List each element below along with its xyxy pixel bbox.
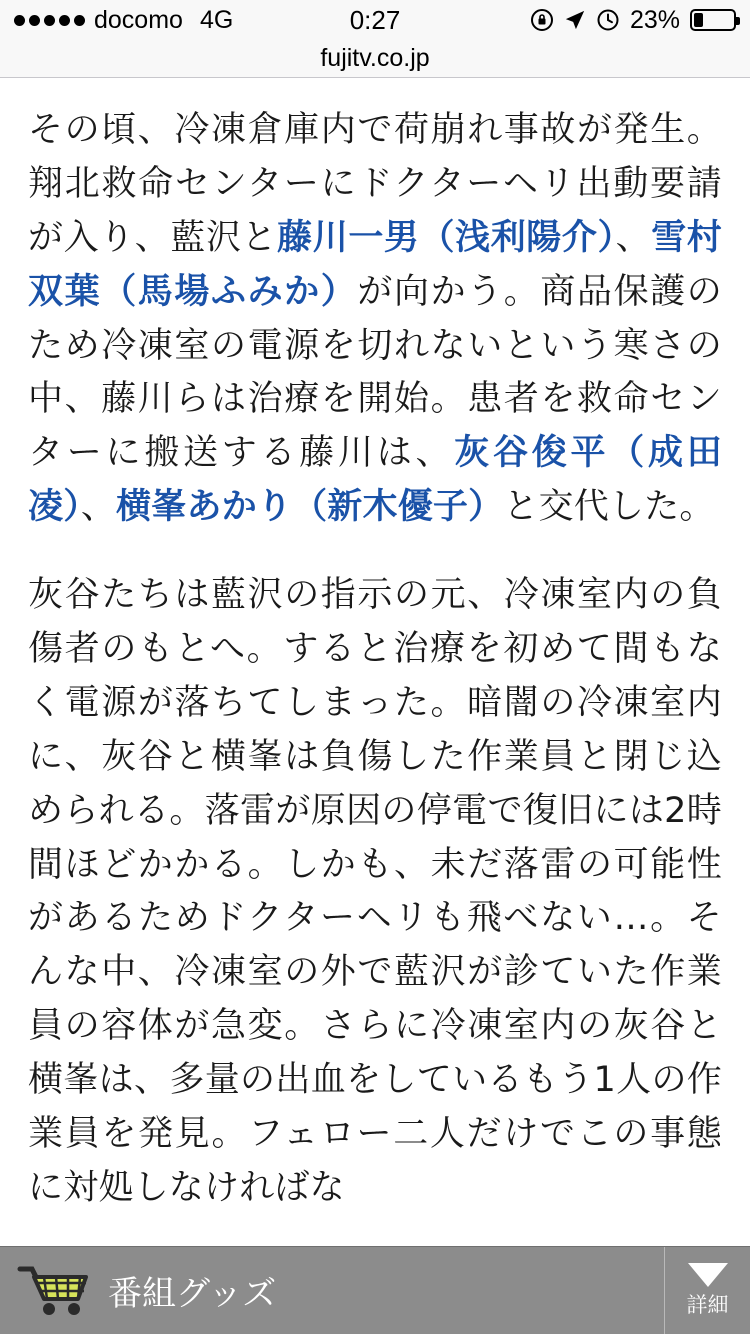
article-content[interactable] bbox=[0, 78, 750, 1334]
browser-url-bar[interactable] bbox=[0, 40, 750, 78]
article-text: と交代した。 bbox=[503, 487, 715, 528]
status-bar-left bbox=[14, 6, 233, 35]
url-label: fujitv.co.jp bbox=[320, 44, 430, 72]
triangle-down-icon bbox=[688, 1263, 728, 1287]
signal-strength-icon bbox=[14, 15, 85, 26]
article-text: 灰谷たちは藍沢の指示の元、冷凍室内の負傷者のもとへ。すると治療を初めて間もなく電源が落ちてしまった。暗闇の冷凍室内に、灰谷と横峯は負傷した作業員と閉じ込められる。落雷が原因の停電で復旧には2時間ほどかかる。しかも、未だ落雷の可能性があるためドクターヘリも飛べない…。そんな中、冷凍室の外で藍沢が診ていた作業員の容体が急変。さらに冷凍室内の灰谷と横峯は、多量の出血をしているもう1人の作業員を発見。フェロー二人だけでこの事態に対処しなければな bbox=[28, 575, 722, 1208]
article-link[interactable]: 藤川一男（浅利陽介） bbox=[277, 217, 616, 258]
article-text: が向かう。商品保護のため冷凍室の電源を切れないという寒さの中、藤川らは治療を開始。患者を救命センターに搬送する藤川は、 bbox=[28, 271, 722, 474]
article-link[interactable]: 雪村双葉（馬場ふみか） bbox=[28, 217, 722, 312]
status-bar bbox=[0, 0, 750, 40]
battery-percent-label: 23% bbox=[629, 5, 680, 34]
goods-label: 番組グッズ bbox=[108, 1274, 277, 1314]
article-text: その頃、冷凍倉庫内で荷崩れ事故が発生。翔北救命センターにドクターヘリ出動要請が入り、藍沢と bbox=[28, 110, 722, 258]
detail-label: 詳細 bbox=[686, 1292, 729, 1317]
location-arrow-icon bbox=[564, 9, 586, 31]
battery-icon bbox=[690, 9, 736, 31]
article-text: 、 bbox=[80, 487, 117, 528]
article-link[interactable]: 灰谷俊平（成田凌） bbox=[28, 433, 722, 528]
article-text: 、 bbox=[615, 217, 652, 258]
article-link[interactable]: 横峯あかり（新木優子） bbox=[116, 487, 504, 528]
rotation-lock-icon bbox=[530, 8, 554, 32]
status-bar-right bbox=[530, 6, 736, 35]
bottom-promo-bar[interactable] bbox=[0, 1246, 750, 1334]
detail-button[interactable] bbox=[664, 1247, 750, 1334]
article-paragraph-2 bbox=[28, 569, 722, 1216]
clock-label: 0:27 bbox=[349, 4, 401, 35]
network-type-label: 4G bbox=[199, 5, 234, 34]
article-paragraph-1 bbox=[28, 104, 722, 535]
goods-button[interactable] bbox=[0, 1263, 664, 1319]
carrier-label: docomo bbox=[94, 5, 183, 34]
alarm-clock-icon bbox=[596, 8, 620, 32]
shopping-cart-icon bbox=[16, 1263, 92, 1319]
